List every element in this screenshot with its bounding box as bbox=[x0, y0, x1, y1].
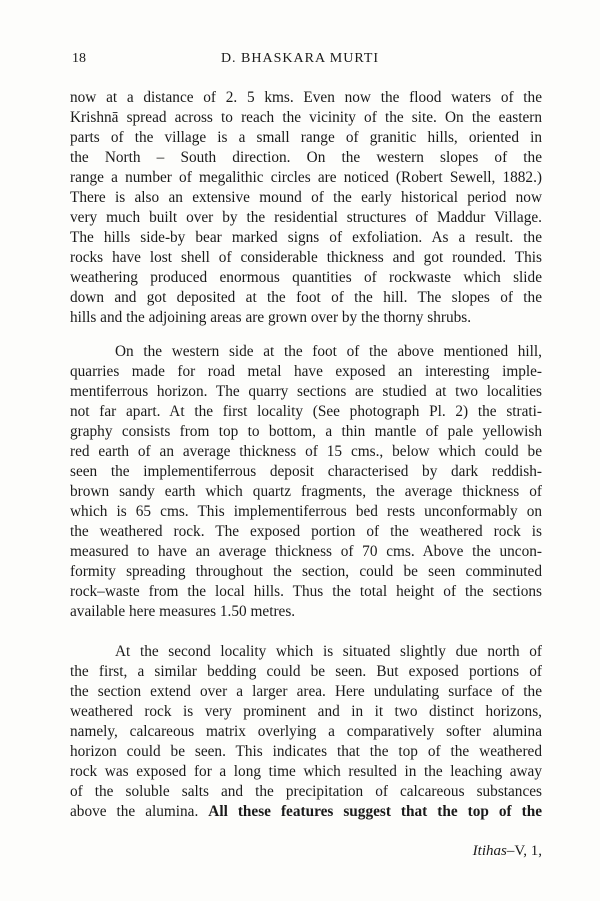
running-head: D. BHASKARA MURTI bbox=[220, 51, 380, 66]
text-line: quarries made for road metal have exposed an interesting imple- bbox=[70, 363, 542, 380]
text-line: parts of the village is a small range of granitic hills, oriented in bbox=[70, 129, 542, 146]
text-line: not far apart. At the first locality (See photograph Pl. 2) the strati- bbox=[70, 403, 542, 420]
text-line: now at a distance of 2. 5 kms. Even now the flood waters of the bbox=[70, 89, 542, 106]
text-line: horizon could be seen. This indicates that the top of the weathered bbox=[70, 743, 542, 760]
journal-name: Itihas bbox=[472, 843, 507, 859]
text-line: brown sandy earth which quartz fragments, the average thickness of bbox=[70, 483, 542, 500]
text-line: red earth of an average thickness of 15 cms., below which could be bbox=[70, 443, 542, 460]
text-line: The hills side-by bear marked signs of exfoliation. As a result. the bbox=[70, 229, 542, 246]
text-line: Krishnā spread across to reach the vicinity of the site. On the eastern bbox=[70, 109, 542, 126]
paragraph-1 bbox=[70, 88, 542, 328]
text-line: which is 65 cms. This implementiferrous bed rests unconformably on bbox=[70, 503, 542, 520]
text-line: of the soluble salts and the precipitation of calcareous substances bbox=[70, 783, 542, 800]
page-number: 18 bbox=[72, 51, 86, 66]
text-regular: above the alumina. bbox=[70, 803, 209, 820]
text-line: formity spreading throughout the section, could be seen comminuted bbox=[70, 563, 542, 580]
text-line: the North – South direction. On the western slopes of the bbox=[70, 149, 542, 166]
text-line: range a number of megalithic circles are noticed (Robert Sewell, 1882.) bbox=[70, 169, 542, 186]
text-line: hills and the adjoining areas are grown over by the thorny shrubs. bbox=[70, 309, 472, 326]
text-line: There is also an extensive mound of the early historical period now bbox=[70, 189, 542, 206]
text-line: the weathered rock. The exposed portion of the weathered rock is bbox=[70, 523, 542, 540]
text-line: seen the implementiferrous deposit characterised by dark reddish- bbox=[70, 463, 542, 480]
text-line: rock was exposed for a long time which resulted in the leaching away bbox=[70, 763, 542, 780]
paragraph-2 bbox=[70, 342, 542, 622]
text-line: On the western side at the foot of the above mentioned hill, bbox=[115, 343, 542, 360]
text-line: mentiferrous horizon. The quarry sections are studied at two localities bbox=[70, 383, 542, 400]
text-line: down and got deposited at the foot of the hill. The slopes of the bbox=[70, 289, 542, 306]
text-line: namely, calcareous matrix overlying a comparatively softer alumina bbox=[70, 723, 542, 740]
paragraph-3 bbox=[70, 642, 542, 822]
text-line: At the second locality which is situated slightly due north of bbox=[115, 643, 542, 660]
text-line: weathered rock is very prominent and in it two distinct horizons, bbox=[70, 703, 542, 720]
text-line: graphy consists from top to bottom, a thin mantle of pale yellowish bbox=[70, 423, 542, 440]
text-line: rock–waste from the local hills. Thus the total height of the sections bbox=[70, 583, 542, 600]
text-bold: All these features suggest that the top of the bbox=[208, 803, 543, 820]
text-line: measured to have an average thickness of 70 cms. Above the uncon- bbox=[70, 543, 542, 560]
text-line: rocks have lost shell of considerable thickness and got rounded. This bbox=[70, 249, 542, 266]
text-line: available here measures 1.50 metres. bbox=[70, 603, 296, 620]
journal-volume: –V, 1, bbox=[506, 843, 542, 859]
page-footer bbox=[473, 843, 542, 860]
page-header bbox=[0, 51, 600, 71]
text-line: very much built over by the residential structures of Maddur Village. bbox=[70, 209, 542, 226]
text-line: weathering produced enormous quantities of rockwaste which slide bbox=[70, 269, 542, 286]
text-line bbox=[70, 802, 542, 822]
text-line: the first, a similar bedding could be seen. But exposed portions of bbox=[70, 663, 542, 680]
text-line: the section extend over a larger area. Here undulating surface of the bbox=[70, 683, 542, 700]
